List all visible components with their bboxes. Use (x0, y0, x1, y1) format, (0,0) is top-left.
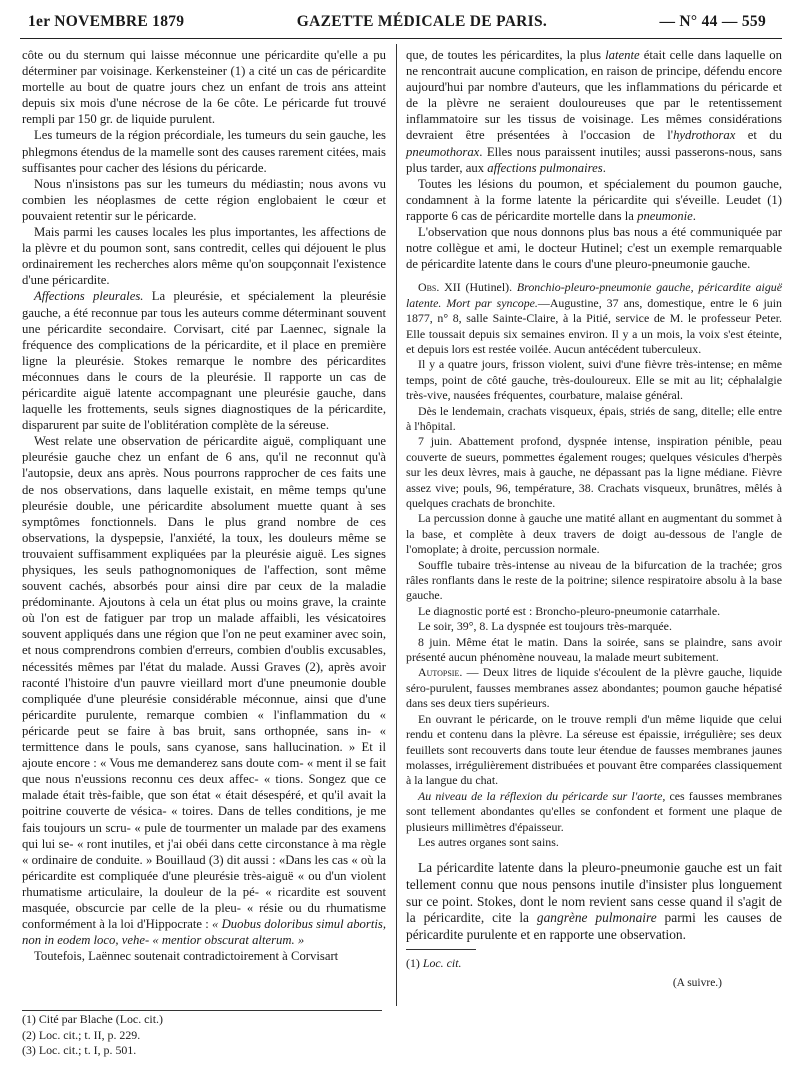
observation-paragraph: Le soir, 39°, 8. La dyspnée est toujours très-marquée. (418, 619, 672, 634)
column-divider (396, 44, 397, 1006)
observation-paragraph: Les autres organes sont sains. (418, 834, 559, 849)
a-suivre-note: (A suivre.) (672, 977, 722, 990)
left-paragraph-5: Affections pleurales. La pleurésie, et spécialement la pleurésie gauche, a été reconnue par tous les auteurs comme déterminant souvent une péricardite secondaire. Corvisart, cité par Laennec, signale la fréquence des complications de la péricardite, et il place en première ligne la pleurésie. Stokes remarque le nombre des péricardites méconnues dans le cours de la pleurésie. Il rapporte un cas de péricardite aiguë latente accompagnant une pleurésie gauche, dans laquelle les frottements, seuls signes diagnostiques de la péricardite, disparurent par suite de l'oblitération complète de la séreuse. (22, 289, 386, 433)
observation-paragraph: 8 juin. Même état le matin. Dans la soirée, sans se plaindre, sans avoir présenté aucun phénomène nouveau, la malade meurt subitement. (406, 634, 782, 665)
header-issue-page: — N° 44 — 559 (659, 13, 766, 30)
footnote: (1) Cité par Blache (Loc. cit.) (22, 1012, 163, 1026)
observation-heading: Obs. XII (Hutinel). Bronchio-pleuro-pneumonie gauche, péricardite aiguë latente. Mort par syncope.—Augustine, 37 ans, domestique, entre le 6 juin 1877, n° 8, salle Sainte-Claire, à la Pitié, service de M. le professeur Peter. Elle toussait depuis six semaines environ. Il y a un mois, la voix s'est éteinte, et depuis lors est restée voilée. Aucun antécédent tuberculeux. (406, 280, 783, 356)
left-paragraph-2: Les tumeurs de la région précordiale, les tumeurs du sein gauche, les phlegmons étendus de la mamelle sont des causes rarement citées, mais suffisantes pour cacher des lésions du péricarde. (22, 128, 386, 175)
footnotes-rule (22, 1010, 382, 1011)
observation-paragraph: 7 juin. Abattement profond, dyspnée intense, inspiration pénible, peau couverte de sueurs, pommettes également rouges; quelques vésicules d'herpès sur les deux lèvres, mais à gauche, ne dépassant pas la ligne médiane. Fièvre assez vive; pouls, 96, température, 38. Crachats visqueux, brunâtres, mêlés à quelques crachats de bronchite. (406, 434, 782, 510)
footnote-rule (406, 949, 476, 950)
observation-paragraph: Dès le lendemain, crachats visqueux, épais, striés de sang, ditelle; elle entre à l'hôpital. (406, 403, 782, 433)
left-column (22, 47, 386, 1082)
left-paragraph-4: Mais parmi les causes locales les plus importantes, les affections de la plèvre et du poumon sont, sans contredit, celles qui déjouent le plus ordinairement les recherches alors même qu'on soupçonnait l'existence d'une péricardite. (22, 225, 386, 288)
footnote: (2) Loc. cit.; t. II, p. 229. (22, 1027, 141, 1042)
observation-paragraph: Le diagnostic porté est : Broncho-pleuro-pneumonie catarrhale. (418, 603, 721, 618)
header-rule (20, 38, 782, 39)
left-paragraph-3: Nous n'insistons pas sur les tumeurs du médiastin; nous avons vu combien les néoplasmes de cette région englobaient le cœur et pouvaient retentir sur le péricarde. (22, 176, 386, 223)
observation-paragraph: En ouvrant le péricarde, on le trouve rempli d'un même liquide que celui rendu et contenu dans la plèvre. La séreuse est épaissie, irrégulière; ses deux feuillets sont recouverts dans toute leur étendue de fausses membranes jaunes molasses, irrégulièrement distribuées et pouvant être comparées classiquement à la langue du chat. (406, 711, 782, 788)
right-paragraph-1: que, de toutes les péricardites, la plus latente était celle dans laquelle on ne rencontrait aucune complication, en raison de principe, défendu encore aujourd'hui par nombre d'auteurs, que les inflammations du péricarde et de la plèvre ne seraient douloureuses que par le retentissement inflammatoire sur les tissus de voisinage. Les mêmes considérations devraient être présentées à l'occasion de l'hydrothorax et du pneumothorax. Elles nous paraissent inutiles; aussi passerons-nous, sans plus tarder, aux affections pulmonaires. (406, 48, 782, 175)
header-journal-title: GAZETTE MÉDICALE DE PARIS. (296, 13, 548, 30)
left-paragraph-6: West relate une observation de péricardite aiguë, compliquant une pleurésie gauche chez un enfant de 6 ans, qu'il ne reconnut qu'à l'autopsie, deux ans après. Nous pourrons rapprocher de ces faits une de nos observations, dans laquelle existait, en même temps qu'une pleurésie double, une péricardite absolument muette quant à ses symptômes fonctionnels. Dans le plus grand nombre de ces observations, la dyspepsie, l'anxiété, la toux, les douleurs même se trouvaient suffisamment expliquées par la pleurésie aiguë. Les signes physiques, les seuls pathognomoniques de l'affection, sont même souvent cachés, absorbés pour ainsi dire par ceux de la maladie prédominante. Ajoutons à cela un état plus ou moins grave, la crainte où l'on est de fatiguer par trop un malade affaibli, les vésicatoires souvent appliqués dans une région que l'on ne peut examiner avec soin, et nous comprendrons combien d'erreurs, combien d'oublis excusables, nécessités mêmes par l'état du malade. Aussi Graves (2), après avoir raconté l'histoire d'un pauvre vieillard mort d'une pneumonie double compliquée d'une pleurésie considérable méconnue, ainsi que d'une péricardite purulente, remarque combien « l'inflammation du « péricarde peut se faire à bas bruit, sans orthopnée, sans in- « termittence dans le pouls, sans cyanose, sans hallucination. » Et il ajoute encore : « Vous me demanderez sans doute com- « ment il se fait que nous n'eussions reconnu ces deux affec- « tions. Songez que ce malade était très-faible, que son état « était désespéré, et qu'il avait la poitrine couverte de vésica- « toires. Dans de telles conditions, je me fais toujours un scru- « pule de tourmenter un malade par des examens qui lui se- « ront inutiles, et j'ai obéi dans cette circonstance à ma règle « ordinaire de conduite. » Bouillaud (3) dit aussi : «Dans les cas « où la péricardite est compliquée d'une pleurésie très-aiguë « ou d'un violent rhumatisme articulaire, la douleur de la pé- « ricardite est souvent masquée, obscurcie par celle de la pleu- « résie ou du rhumatisme conformément à la loi d'Hippocrate : « Duobus doloribus simul abortis, non in eodem loco, vehe- « mentior obscurat alterum. » (22, 434, 387, 948)
right-column (406, 47, 782, 1082)
autopsie-paragraph: Autopsie. — Deux litres de liquide s'écoulent de la plèvre gauche, liquide séro-purulent, fausses membranes assez abondantes; poumon gauche hépatisé dans ses deux tiers supérieurs. (406, 665, 782, 711)
header-date: 1er NOVEMBRE 1879 (28, 13, 185, 30)
right-paragraph-3: L'observation que nous donnons plus bas nous a été communiquée par notre collègue et ami, le docteur Hutinel; c'est un exemple remarquable de péricardite latente dans le cours d'une pleuro-pneumonie gauche. (406, 225, 782, 272)
left-paragraph-7: Toutefois, Laënnec soutenait contradictoirement à Corvisart (34, 949, 339, 964)
page-header (28, 10, 766, 34)
left-paragraph-1: côte ou du sternum qui laisse méconnue une péricardite qu'elle a pu déterminer par voisinage. Kerkensteiner (1) a cité un cas de péricardite mortelle au bout de quatre jours chez un enfant de trois ans atteint depuis six mois d'une nécrose de la 6e côte. Le péricarde fut trouvé rempli par 150 gr. de liquide purulent. (22, 48, 386, 127)
observation-paragraph: Il y a quatre jours, frisson violent, suivi d'une fièvre très-intense; en même temps, point de côté gauche, très-douloureux. Elle se mit au lit; céphalalgie très-vive, nausées fréquentes, courbature, malaise général. (406, 357, 782, 403)
right-paragraph-2: Toutes les lésions du poumon, et spécialement du poumon gauche, condamnent à la forme latente la péricardite qui s'éveille. Leudet (1) rapporte 6 cas de péricardite mortelle dans la pneumonie. (406, 176, 782, 223)
footnote: (3) Loc. cit.; t. I, p. 501. (22, 1043, 137, 1058)
observation-paragraph: La percussion donne à gauche une matité allant en augmentant du sommet à la base, et complète à deux travers de doigt au-dessous de l'angle de l'omoplate; à droite, percussion normale. (406, 511, 782, 557)
right-final-paragraph: La péricardite latente dans la pleuro-pneumonie gauche est un fait tellement connu que nous pensons inutile d'insister plus longuement sur ce point. Stokes, dont le nom revient sans cesse quand il s'agit de la péricardite, cite la gangrène pulmonaire parmi les causes de péricardite purulente et en rapporte une observation. (406, 860, 782, 942)
observation-paragraph: Au niveau de la réflexion du péricarde sur l'aorte, ces fausses membranes sont tellement abondantes qu'elles se confondent et forment une plaque de plusieurs millimètres d'épaisseur. (406, 788, 782, 834)
right-footnote: (1) Loc. cit. (406, 956, 462, 971)
observation-xii (406, 280, 782, 850)
left-footnotes (22, 1012, 382, 1059)
observation-paragraph: Souffle tubaire très-intense au niveau de la bifurcation de la trachée; gros râles ronflants dans le reste de la poitrine; silence respiratoire absolu à la base gauche. (406, 557, 782, 603)
section-title-affections-pleurales: Affections pleurales. (34, 289, 144, 304)
latin-quote: « Duobus doloribus simul abortis, non in eodem loco, vehe- « mentior obscurat alterum. » (22, 917, 387, 948)
